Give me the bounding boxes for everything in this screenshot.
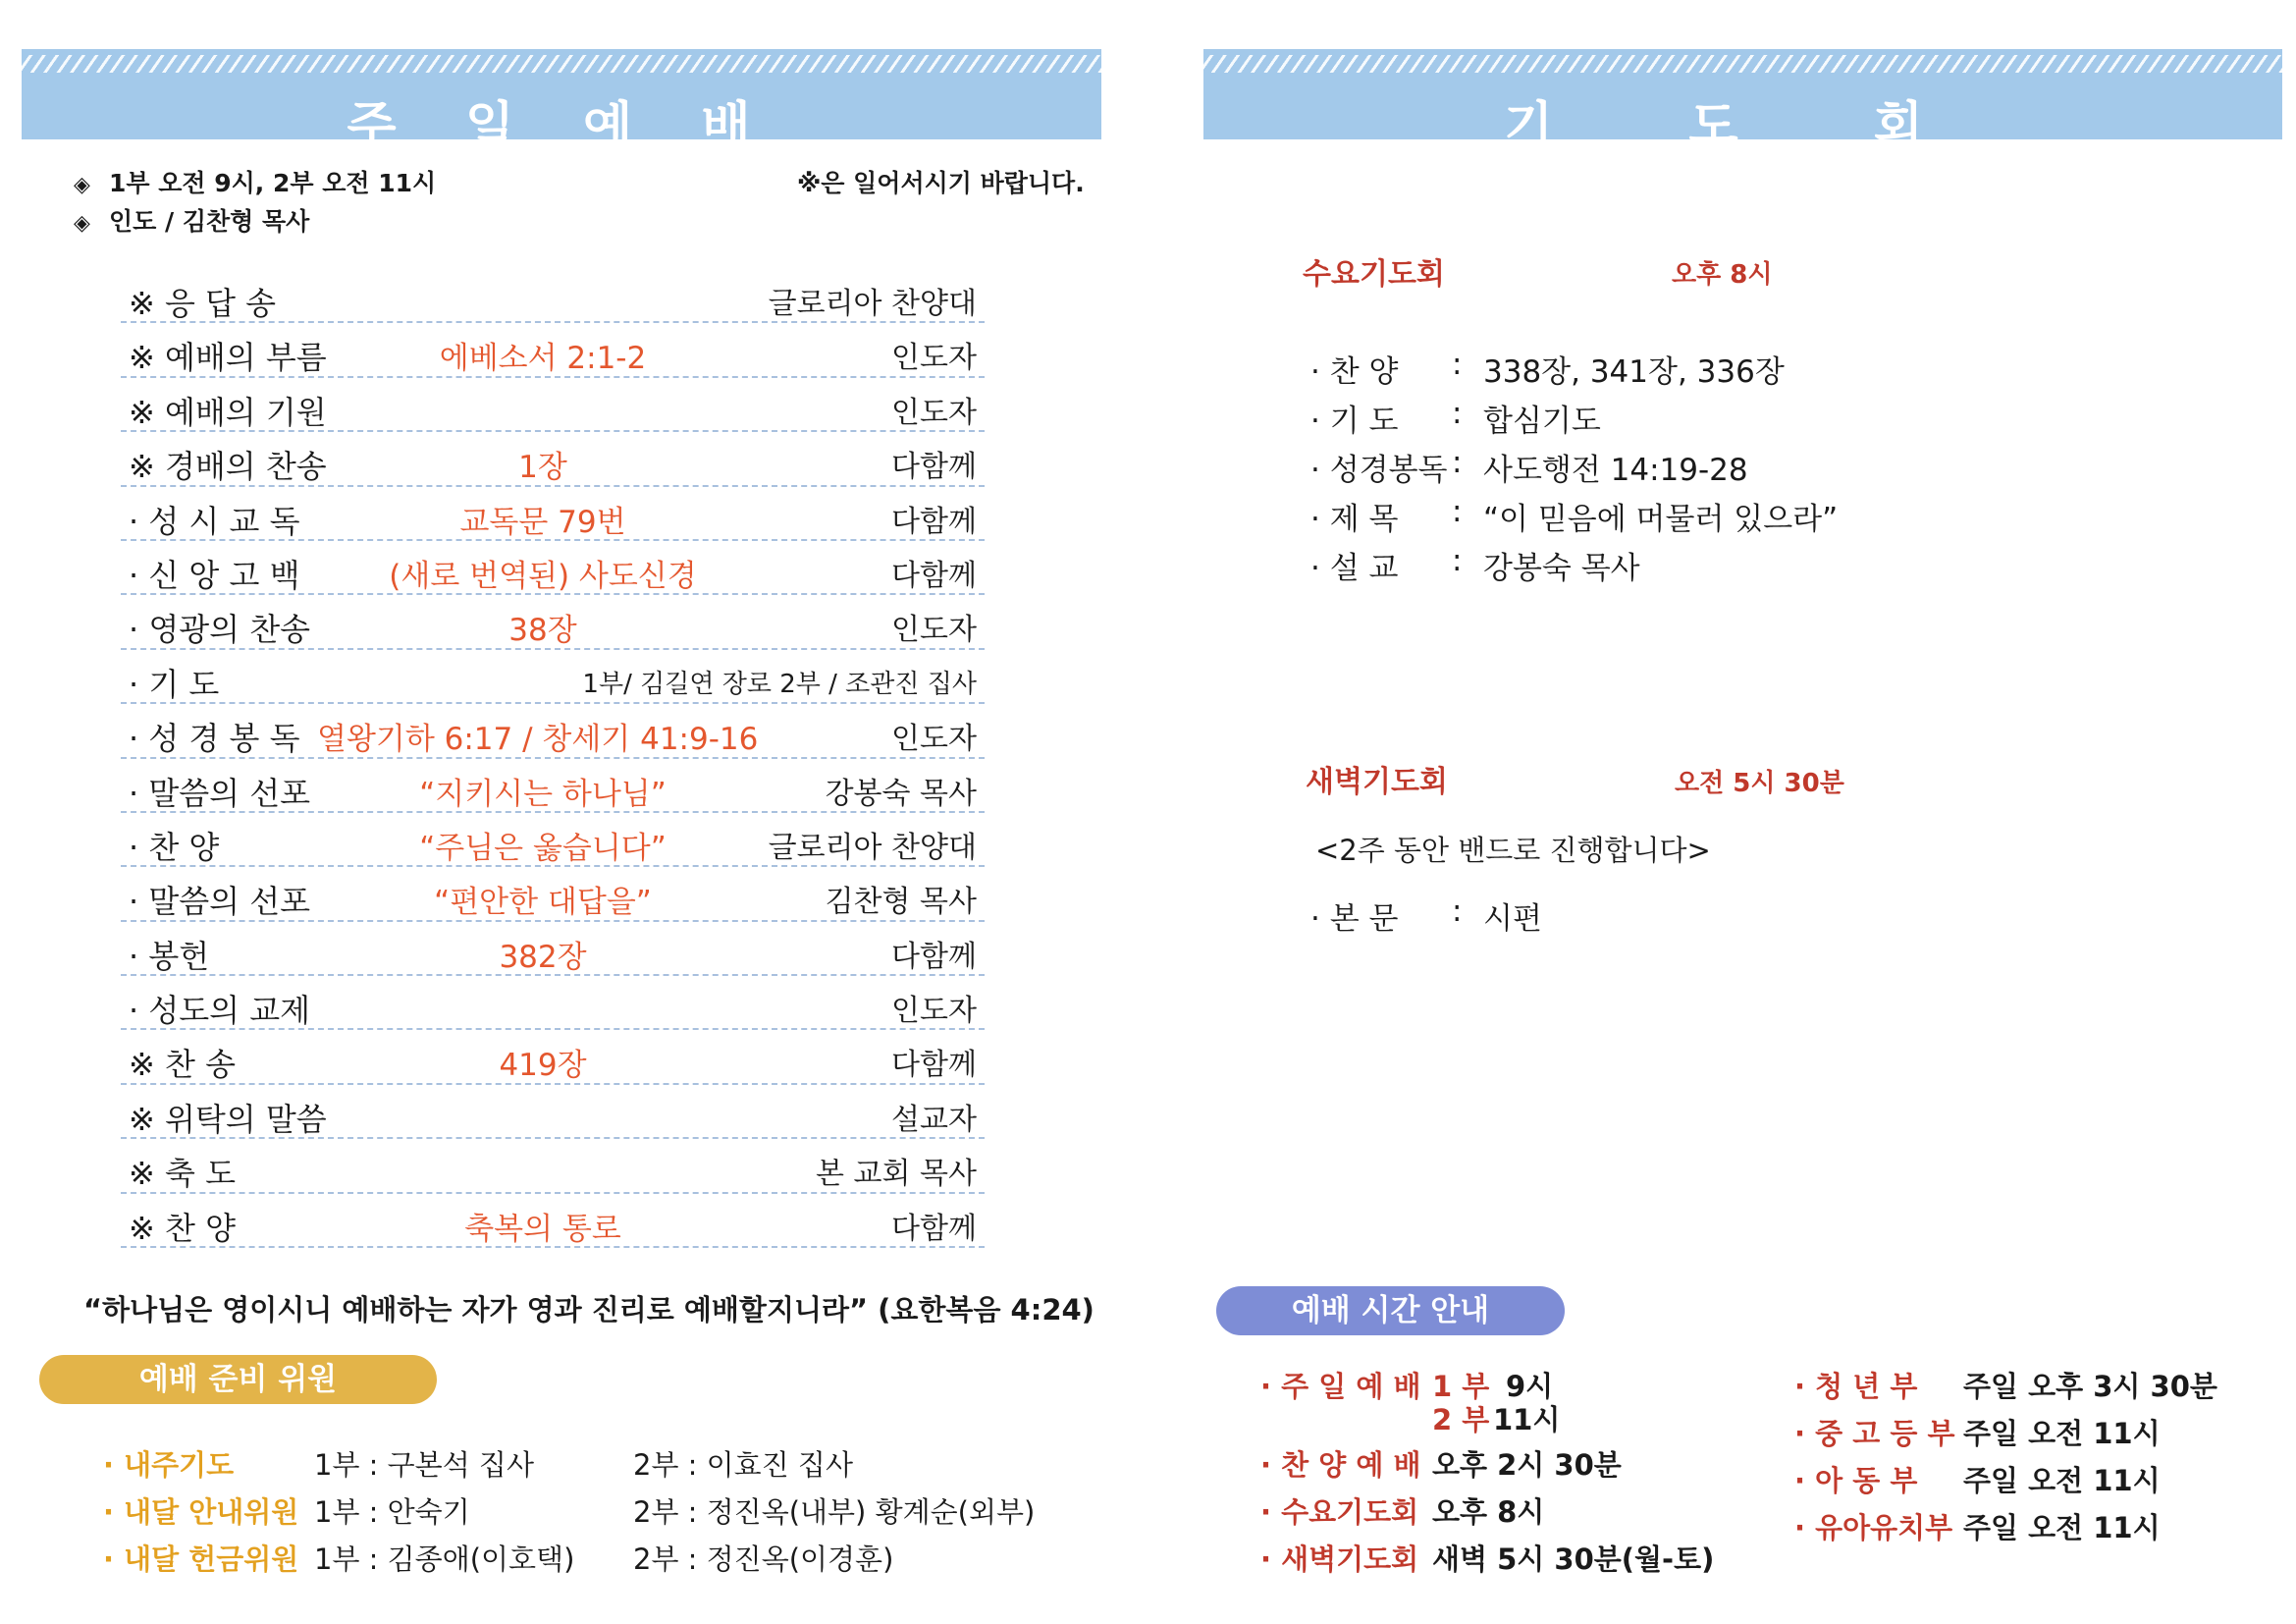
order-leader: 설교자 (891, 1102, 977, 1137)
schedule-label: · 찬 양 예 배 (1260, 1448, 1421, 1482)
schedule-row (1794, 1506, 2161, 1546)
banner-stripes (22, 55, 1101, 73)
order-row (121, 704, 985, 758)
prayer-title: 기 도 회 (1504, 97, 1982, 156)
order-item: ※ 위탁의 말씀 (129, 1100, 327, 1138)
order-item: · 찬 양 (129, 828, 220, 866)
worship-banner (22, 49, 1101, 156)
item-key: · 본 문 (1310, 901, 1399, 937)
order-leader: 인도자 (891, 994, 977, 1029)
order-row (121, 595, 985, 649)
order-leader: 글로리아 찬양대 (768, 830, 977, 865)
schedule-title: 예배 시간 안내 (1216, 1286, 1565, 1335)
schedule-time: 오후 2시 30분 (1432, 1448, 1622, 1482)
item-colon: : (1452, 396, 1463, 431)
order-row (121, 432, 985, 486)
order-leader: 글로리아 찬양대 (768, 287, 977, 321)
order-detail: 1장 (518, 450, 567, 486)
prep-row (103, 1538, 1085, 1577)
order-leader: 다함께 (891, 939, 977, 974)
order-item: · 신 앙 고 백 (129, 556, 300, 594)
order-row (121, 1030, 985, 1084)
item-value: 강봉숙 목사 (1483, 551, 1640, 586)
item-colon: : (1452, 494, 1463, 529)
order-item: · 성 경 봉 독 (129, 720, 300, 758)
order-detail: 38장 (508, 613, 577, 649)
wednesday-prayer-title: 수요기도회 (1303, 257, 1445, 292)
order-item: · 말씀의 선포 (129, 883, 311, 921)
order-row (121, 759, 985, 813)
item-value: 사도행전 14:19-28 (1483, 453, 1748, 488)
order-leader: 김찬형 목사 (825, 885, 977, 920)
order-item: · 성도의 교제 (129, 992, 311, 1030)
worship-times (74, 164, 436, 199)
schedule-time: 주일 오전 11시 (1963, 1511, 2161, 1544)
item-value: 시편 (1483, 901, 1542, 937)
order-of-worship (121, 269, 985, 1248)
item-value: 합심기도 (1483, 404, 1601, 439)
schedule-row (1260, 1443, 1622, 1484)
order-detail: (새로 번역된) 사도신경 (389, 558, 697, 594)
order-leader: 다함께 (891, 1048, 977, 1083)
order-detail: 축복의 통로 (464, 1211, 621, 1247)
schedule-time: 오후 8시 (1432, 1495, 1545, 1529)
item-key: · 찬 양 (1310, 354, 1399, 390)
schedule-row (1794, 1459, 2161, 1499)
schedule-time: 주일 오후 3시 30분 (1963, 1370, 2217, 1403)
order-item: ※ 경배의 찬송 (129, 448, 327, 486)
schedule-sunday (1260, 1365, 1554, 1405)
order-detail: 교독문 79번 (459, 504, 626, 540)
order-row (121, 269, 985, 323)
dawn-prayer-time: 오전 5시 30분 (1675, 769, 1844, 798)
order-leader: 다함께 (891, 1211, 977, 1246)
schedule-sunday-second (1432, 1398, 1561, 1438)
item-value: “이 믿음에 머물러 있으라” (1483, 502, 1839, 537)
order-item: ※ 찬 송 (129, 1046, 236, 1084)
schedule-label: · 아 동 부 (1794, 1464, 1918, 1497)
order-row (121, 650, 985, 704)
prep-second-service: 2부 : 정진옥(내부) 황계순(외부) (633, 1495, 1036, 1529)
order-row (121, 976, 985, 1030)
order-row (121, 922, 985, 976)
order-leader: 강봉숙 목사 (825, 776, 977, 811)
wednesday-prayer-time: 오후 8시 (1672, 260, 1773, 290)
schedule-label: · 유아유치부 (1794, 1511, 1953, 1544)
diamond-icon: ◈ (74, 211, 90, 236)
order-item: ※ 찬 양 (129, 1209, 236, 1247)
schedule-first-service: 1 부 (1432, 1370, 1490, 1403)
order-detail: 열왕기하 6:17 / 창세기 41:9-16 (317, 722, 759, 758)
order-row (121, 867, 985, 921)
item-colon: : (1452, 893, 1463, 929)
order-row (121, 378, 985, 432)
schedule-time: 새벽 5시 30분(월-토) (1432, 1543, 1715, 1576)
item-key: · 설 교 (1310, 551, 1399, 586)
item-key: · 성경봉독 (1310, 453, 1448, 488)
order-detail: 419장 (499, 1048, 587, 1084)
order-item: · 말씀의 선포 (129, 774, 311, 812)
diamond-icon: ◈ (74, 173, 90, 197)
order-row (121, 1139, 985, 1193)
schedule-label: · 새벽기도회 (1260, 1543, 1419, 1576)
schedule-first-time: 9시 (1506, 1370, 1554, 1403)
order-item: · 영광의 찬송 (129, 611, 311, 649)
dawn-prayer-note: <2주 동안 밴드로 진행합니다> (1315, 834, 1711, 867)
order-row (121, 1194, 985, 1248)
banner-stripes (1203, 55, 2282, 73)
item-key: · 기 도 (1310, 404, 1399, 439)
order-leader: 인도자 (891, 722, 977, 757)
order-leader: 본 교회 목사 (816, 1157, 977, 1192)
worship-title: 주 일 예 배 (347, 97, 776, 156)
prep-row (103, 1490, 1085, 1530)
item-colon: : (1452, 347, 1463, 382)
order-leader: 인도자 (891, 341, 977, 376)
worship-leader (74, 202, 309, 238)
order-detail: “편안한 대답을” (434, 885, 652, 921)
order-row (121, 813, 985, 867)
prep-first-service: 1부 : 안숙기 (314, 1495, 470, 1529)
prep-committee-title: 예배 준비 위원 (39, 1355, 437, 1404)
order-item: ※ 응 답 송 (129, 285, 277, 322)
order-item: · 성 시 교 독 (129, 502, 300, 540)
scripture-verse: “하나님은 영이시니 예배하는 자가 영과 진리로 예배할지니라” (요한복음 4:24) (83, 1293, 1095, 1326)
schedule-second-service: 2 부 (1432, 1403, 1490, 1436)
stand-note: ※은 일어서시기 바랍니다. (797, 169, 1085, 197)
schedule-row (1260, 1538, 1715, 1578)
order-leader: 다함께 (891, 558, 977, 593)
schedule-label: · 주 일 예 배 (1260, 1370, 1421, 1403)
order-leader: 1부/ 김길연 장로 2부 / 조관진 집사 (582, 669, 977, 699)
order-item: ※ 예배의 부름 (129, 339, 327, 377)
order-detail: 에베소서 2:1-2 (439, 341, 647, 377)
order-row (121, 541, 985, 595)
item-colon: : (1452, 543, 1463, 578)
schedule-row (1794, 1412, 2161, 1452)
order-row (121, 1085, 985, 1139)
worship-times-text: 1부 오전 9시, 2부 오전 11시 (109, 169, 437, 197)
order-leader: 인도자 (891, 613, 977, 648)
order-detail: “지키시는 하나님” (419, 776, 667, 812)
worship-leader-text: 인도 / 김찬형 목사 (109, 207, 310, 236)
prayer-banner (1203, 49, 2282, 156)
order-item: · 봉헌 (129, 937, 210, 975)
prep-row (103, 1443, 1085, 1483)
order-leader: 다함께 (891, 504, 977, 539)
prep-label: · 내달 헌금위원 (103, 1543, 299, 1576)
order-detail: 382장 (499, 939, 587, 975)
order-item: ※ 축 도 (129, 1155, 236, 1193)
order-row (121, 487, 985, 541)
order-row (121, 323, 985, 377)
prep-second-service: 2부 : 이효진 집사 (633, 1448, 853, 1482)
schedule-time: 주일 오전 11시 (1963, 1464, 2161, 1497)
item-colon: : (1452, 445, 1463, 480)
schedule-label: · 청 년 부 (1794, 1370, 1918, 1403)
prep-first-service: 1부 : 구본석 집사 (314, 1448, 534, 1482)
schedule-row (1794, 1365, 2217, 1405)
prep-label: · 내달 안내위원 (103, 1495, 299, 1529)
order-detail: “주님은 옳습니다” (419, 830, 667, 866)
schedule-label: · 중 고 등 부 (1794, 1417, 1955, 1450)
schedule-row (1260, 1490, 1545, 1531)
schedule-time: 주일 오전 11시 (1963, 1417, 2161, 1450)
prep-second-service: 2부 : 정진옥(이경훈) (633, 1543, 894, 1576)
order-item: · 기 도 (129, 665, 220, 703)
prep-label: · 내주기도 (103, 1448, 235, 1482)
schedule-label: · 수요기도회 (1260, 1495, 1419, 1529)
item-key: · 제 목 (1310, 502, 1399, 537)
schedule-second-time: 11시 (1493, 1403, 1561, 1436)
prep-first-service: 1부 : 김종애(이호택) (314, 1543, 575, 1576)
order-leader: 다함께 (891, 450, 977, 485)
dawn-prayer-title: 새벽기도회 (1306, 765, 1448, 799)
order-leader: 인도자 (891, 395, 977, 430)
order-item: ※ 예배의 기원 (129, 393, 327, 431)
item-value: 338장, 341장, 336장 (1483, 354, 1785, 390)
